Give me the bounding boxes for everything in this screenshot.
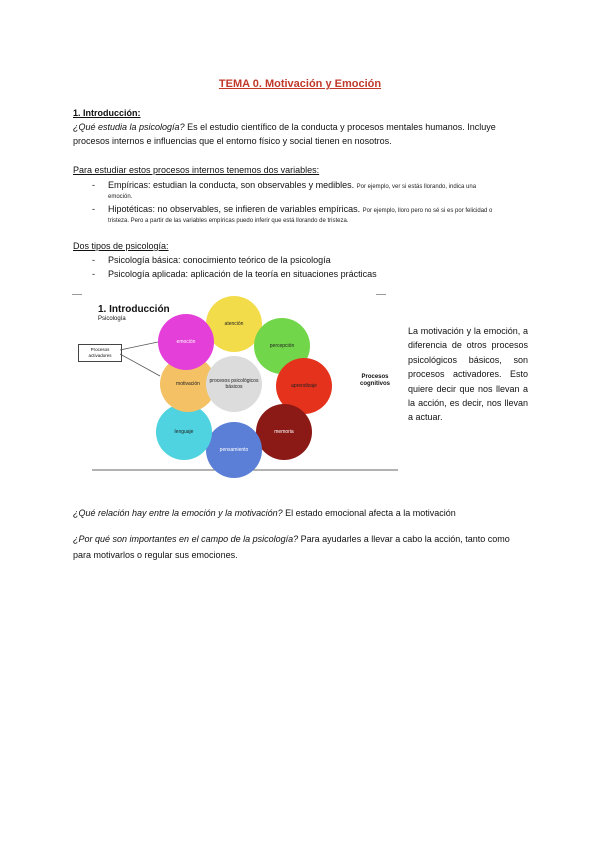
- variable-hypothetical-note: Por ejemplo, lloro pero no sé si es por felicidad o: [362, 208, 493, 214]
- question-2: [73, 534, 510, 544]
- question-1-text: ¿Qué relación hay entre la emoción y la motivación?: [73, 508, 283, 518]
- intro-paragraph-line-1: [73, 122, 496, 132]
- circle-emotion: emoción: [158, 314, 214, 370]
- bullet-dash: -: [92, 255, 95, 265]
- type-basic: Psicología básica: conocimiento teórico de la psicología: [108, 255, 331, 265]
- circle-center: procesos psicológicos básicos: [206, 356, 262, 412]
- question-2-answer-2: para motivarlos o regular sus emociones.: [73, 550, 238, 560]
- circle-language: lenguaje: [156, 404, 212, 460]
- bullet-dash: -: [92, 180, 95, 190]
- bullet-dash: -: [92, 204, 95, 214]
- intro-heading: 1. Introducción:: [73, 108, 141, 118]
- circle-motivation: motivación: [160, 356, 216, 412]
- circle-thinking: pensamiento: [206, 422, 262, 478]
- psychology-diagram: [72, 292, 400, 472]
- intro-question: ¿Qué estudia la psicología?: [73, 122, 185, 132]
- activating-processes-box: Procesos activadores: [78, 344, 122, 362]
- variables-heading: Para estudiar estos procesos internos tenemos dos variables:: [73, 165, 320, 175]
- variable-empirical-label: Empíricas: estudian la conducta, son observables y medibles.: [108, 180, 355, 190]
- types-heading: Dos tipos de psicología:: [73, 241, 169, 251]
- bullet-dash: -: [92, 269, 95, 279]
- question-1-answer: El estado emocional afecta a la motivación: [285, 508, 456, 518]
- intro-answer-2: procesos internos e influencias que el entorno físico y social tienen en nosotros.: [73, 136, 392, 146]
- variable-hypothetical: [108, 204, 492, 214]
- intro-answer-1: Es el estudio científico de la conducta y procesos mentales humanos. Incluye: [187, 122, 496, 132]
- question-2-answer-1: Para ayudarles a llevar a cabo la acción, tanto como: [300, 534, 510, 544]
- circle-attention: atención: [206, 296, 262, 352]
- variable-hypothetical-note-2: tristeza. Pero a partir de las variables empíricas puedo inferir que está llorando de tristeza.: [108, 218, 349, 224]
- side-paragraph: La motivación y la emoción, a diferencia de otros procesos psicológicos básicos, son procesos activadores. Esto quiere decir que nos llevan a la acción, es decir, nos llevan a actuar.: [408, 326, 528, 423]
- variable-empirical-note-2: emoción.: [108, 194, 133, 200]
- cognitive-processes-label: Procesos cognitivos: [359, 374, 390, 387]
- type-applied: Psicología aplicada: aplicación de la teoría en situaciones prácticas: [108, 269, 377, 279]
- variable-empirical: [108, 180, 476, 190]
- diagram-subtitle: Psicología: [98, 316, 126, 322]
- circle-perception: percepción: [254, 318, 310, 374]
- variable-hypothetical-label: Hipotéticas: no observables, se infieren de variables empíricas.: [108, 204, 361, 214]
- diagram-title: 1. Introducción: [98, 304, 170, 315]
- circle-memory: memoria: [256, 404, 312, 460]
- document-title: TEMA 0. Motivación y Emoción: [218, 78, 382, 90]
- question-2-text: ¿Por qué son importantes en el campo de la psicología?: [73, 534, 299, 544]
- question-1: [73, 508, 456, 518]
- circle-learning: aprendizaje: [276, 358, 332, 414]
- variable-empirical-note: Por ejemplo, ver si estás llorando, indica una: [356, 184, 477, 190]
